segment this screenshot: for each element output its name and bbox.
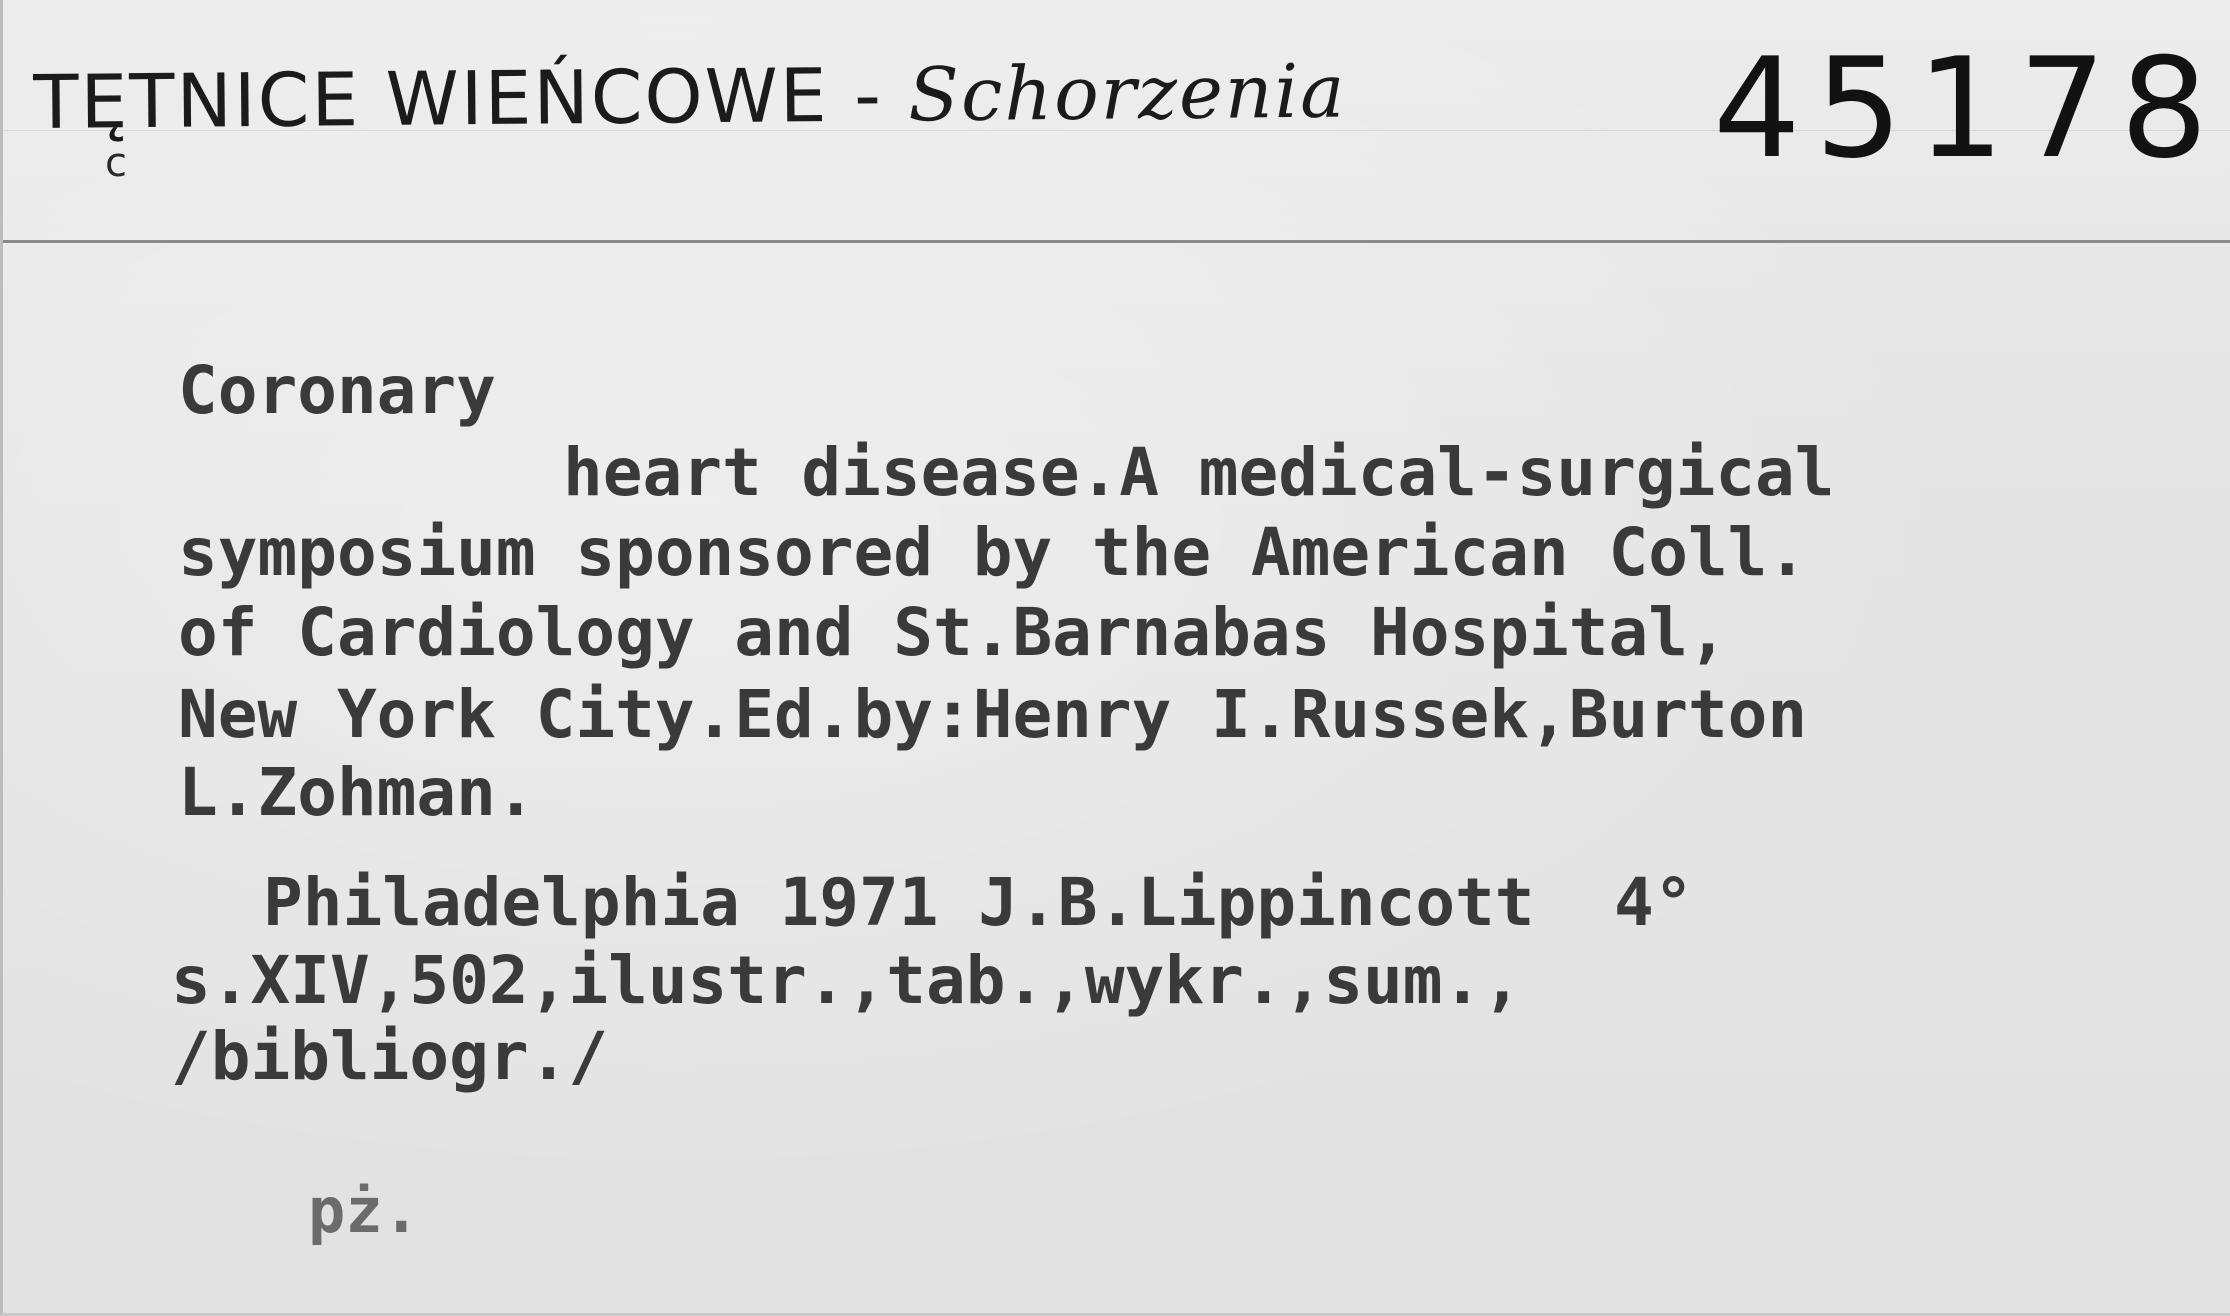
entry-line: L.Zohman. [178, 754, 536, 831]
entry-line: heart disease.A medical-surgical [563, 434, 1835, 511]
header-rule [3, 240, 2230, 243]
heading-correction-mark: c [105, 140, 127, 186]
imprint-line: /bibliogr./ [171, 1018, 609, 1095]
imprint-line: s.XIV,502,ilustr.,tab.,wykr.,sum., [171, 942, 1523, 1019]
subject-heading [33, 49, 1347, 146]
subject-heading-dash: - [828, 52, 909, 140]
subject-heading-sub: Schorzenia [907, 48, 1347, 139]
card-number: 45178 [1713, 28, 2222, 189]
entry-line: symposium sponsored by the American Coll. [178, 514, 1808, 591]
entry-line: of Cardiology and St.Barnabas Hospital, [178, 594, 1728, 671]
cataloger-initials: pż. [308, 1174, 420, 1247]
imprint-line: Philadelphia 1971 J.B.Lippincott 4° [263, 864, 1694, 941]
entry-line: Coronary [178, 352, 496, 429]
subject-heading-main: TĘTNICE WIEŃCOWE [33, 53, 829, 146]
entry-line: New York City.Ed.by:Henry I.Russek,Burton [178, 676, 1808, 753]
